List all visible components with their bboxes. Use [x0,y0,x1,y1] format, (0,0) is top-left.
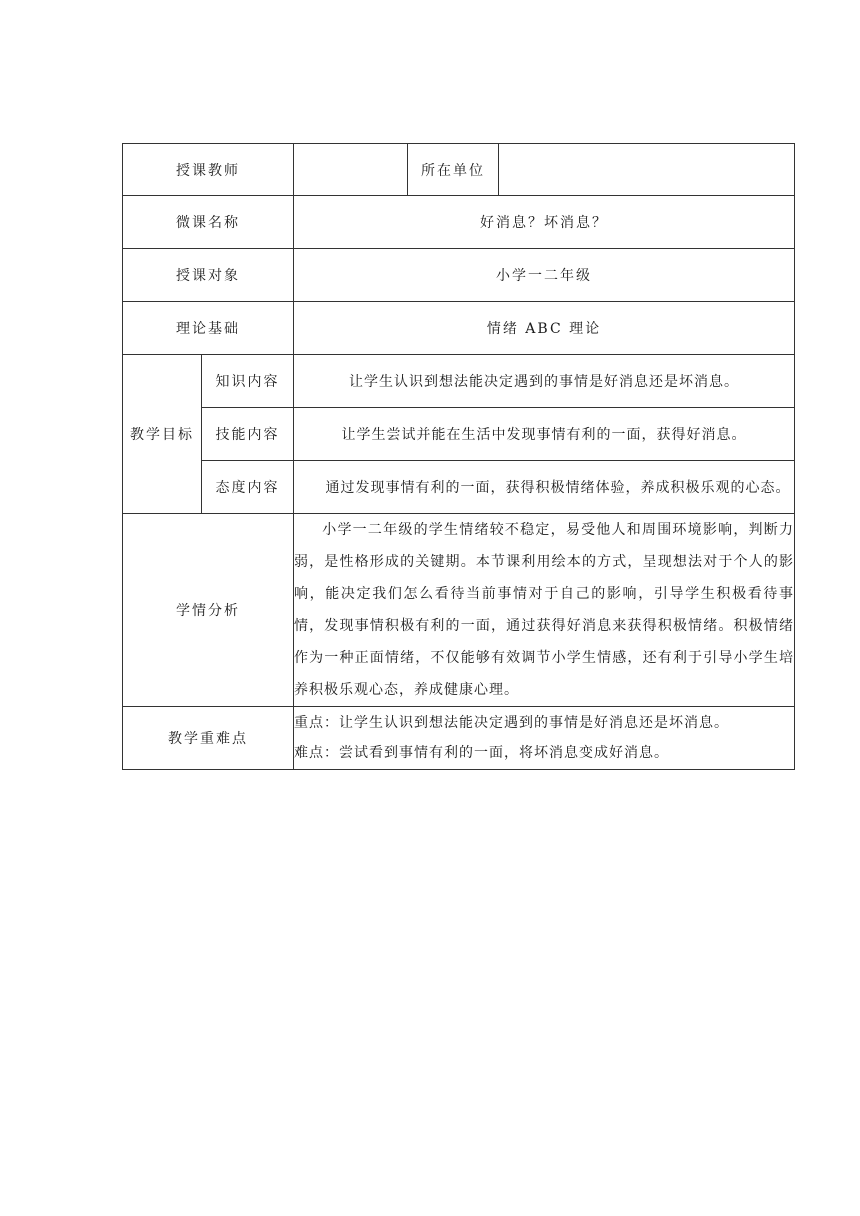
analysis-label: 学情分析 [123,514,294,707]
course-name-label: 微课名称 [123,196,294,249]
theory-value: 情绪 ABC 理论 [294,302,795,355]
objective-attitude-label: 态度内容 [202,461,294,514]
objective-skill-text: 让学生尝试并能在生活中发现事情有利的一面，获得好消息。 [294,408,795,461]
analysis-body: 小学一二年级的学生情绪较不稳定，易受他人和周围环境影响，判断力弱，是性格形成的关键期。本节课利用绘本的方式，呈现想法对于个人的影响，能决定我们怎么看待当前事情对于自己的影响，引导学生积极看待事情，发现事情积极有利的一面，通过获得好消息来获得积极情绪。积极情绪作为一种正面情绪，不仅能够有效调节小学生情感，还有利于引导小学生培养积极乐观心态，养成健康心理。 [294,522,794,698]
teacher-label: 授课教师 [123,144,294,196]
audience-label: 授课对象 [123,249,294,302]
theory-label: 理论基础 [123,302,294,355]
audience-value: 小学一二年级 [294,249,795,302]
key-point-text: 重点：让学生认识到想法能决定遇到的事情是好消息还是坏消息。 [294,715,729,731]
lesson-plan-table [122,143,795,770]
key-points-label: 教学重难点 [123,707,294,770]
difficult-point-text: 难点：尝试看到事情有利的一面，将坏消息变成好消息。 [294,745,669,761]
objective-skill-label: 技能内容 [202,408,294,461]
objective-knowledge-label: 知识内容 [202,355,294,408]
analysis-text [294,514,795,707]
unit-label: 所在单位 [408,144,499,196]
course-name-value: 好消息？坏消息？ [294,196,795,249]
key-points-cell [294,707,795,770]
unit-value [499,144,795,196]
objectives-label: 教学目标 [123,355,202,514]
objective-attitude-text: 通过发现事情有利的一面，获得积极情绪体验，养成积极乐观的心态。 [294,461,795,514]
teacher-value [294,144,408,196]
objective-knowledge-text: 让学生认识到想法能决定遇到的事情是好消息还是坏消息。 [294,355,795,408]
